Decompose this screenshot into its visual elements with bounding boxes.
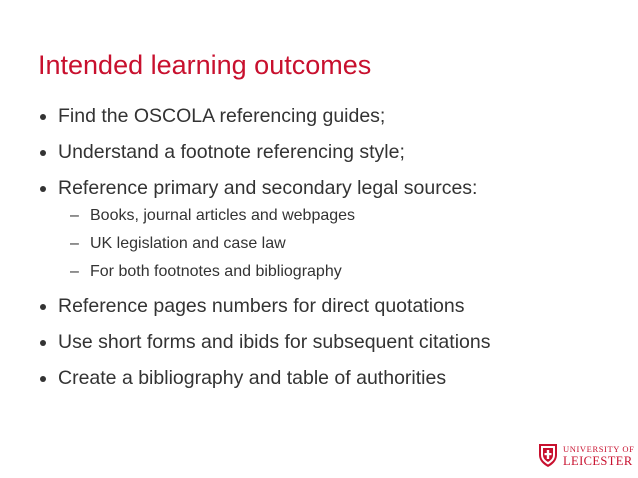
bullet-text: Reference pages numbers for direct quotations <box>58 295 465 317</box>
bullet-dot-icon <box>40 340 46 346</box>
sub-bullet-text: UK legislation and case law <box>90 235 286 252</box>
bullet-dot-icon <box>40 376 46 382</box>
bullet-text: Reference primary and secondary legal sources: <box>58 177 478 199</box>
sub-bullet-text: Books, journal articles and webpages <box>90 207 356 224</box>
slide-title: Intended learning outcomes <box>38 50 372 80</box>
university-shield-icon <box>538 443 558 468</box>
dash-marker: – <box>70 207 79 224</box>
bullet-text: Use short forms and ibids for subsequent citations <box>58 331 491 353</box>
sub-bullet-item <box>70 262 628 282</box>
logo-text-line2: LEICESTER <box>563 454 633 468</box>
bullet-item <box>38 330 628 354</box>
bullet-item <box>38 176 628 282</box>
sub-bullet-item <box>70 206 628 226</box>
bullet-dot-icon <box>40 186 46 192</box>
university-logo <box>538 443 635 469</box>
bullet-item <box>38 140 628 164</box>
bullet-item <box>38 366 628 390</box>
logo-text-line1: UNIVERSITY OF <box>563 444 635 454</box>
bullet-dot-icon <box>40 304 46 310</box>
dash-marker: – <box>70 263 79 280</box>
bullet-item <box>38 294 628 318</box>
bullet-text: Understand a footnote referencing style; <box>58 141 405 163</box>
sub-bullet-list <box>58 206 628 282</box>
learning-outcomes-list <box>38 104 628 390</box>
bullet-text: Find the OSCOLA referencing guides; <box>58 105 386 127</box>
sub-bullet-item <box>70 234 628 254</box>
dash-marker: – <box>70 235 79 252</box>
bullet-text: Create a bibliography and table of authorities <box>58 367 447 389</box>
bullet-dot-icon <box>40 150 46 156</box>
sub-bullet-text: For both footnotes and bibliography <box>90 263 342 280</box>
bullet-item <box>38 104 628 128</box>
bullet-dot-icon <box>40 114 46 120</box>
